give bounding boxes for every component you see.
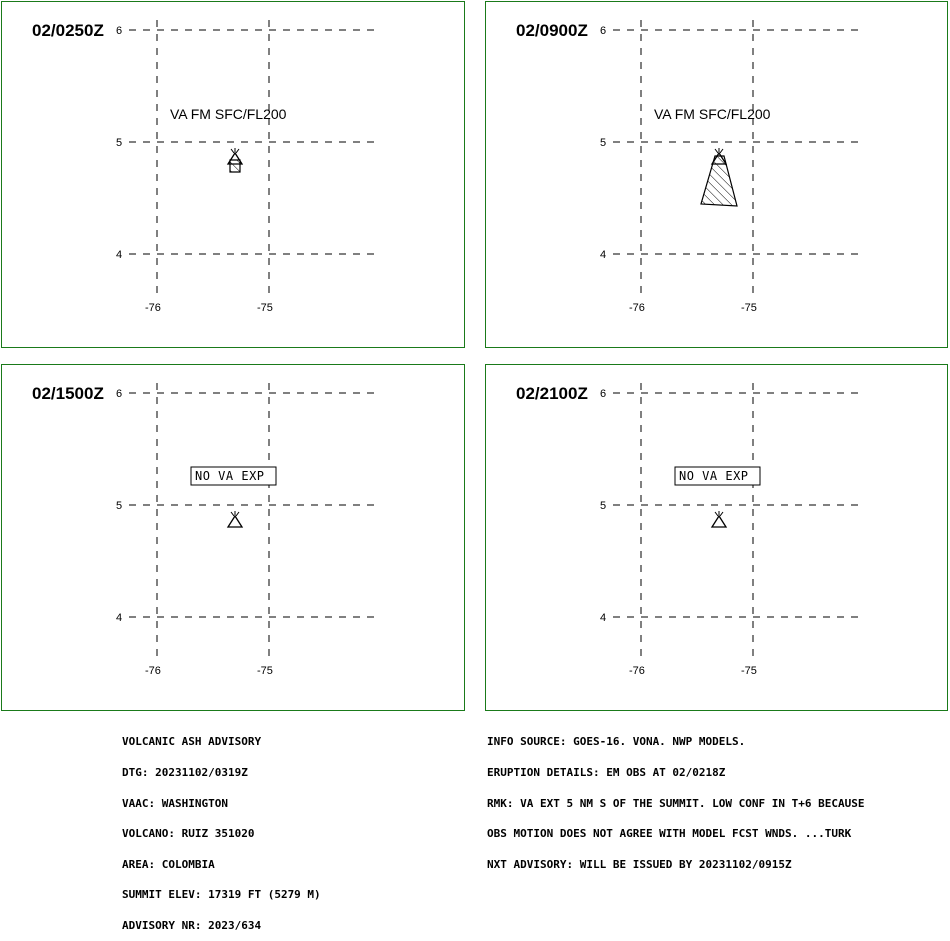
advisory-line: OBS MOTION DOES NOT AGREE WITH MODEL FCST WNDS. ...TURK [487, 827, 852, 841]
advisory-line: ADVISORY NR: 2023/634 [122, 918, 262, 932]
no-va-box-text: NO VA EXP [679, 469, 749, 483]
longitude-tick-label: -75 [741, 665, 757, 677]
map-canvas [486, 365, 947, 710]
advisory-line: RMK: VA EXT 5 NM S OF THE SUMMIT. LOW CONF IN T+6 BECAUSE [487, 796, 865, 810]
advisory-line: NXT ADVISORY: WILL BE ISSUED BY 20231102/0915Z [487, 857, 792, 871]
ash-cloud-area [230, 160, 240, 172]
advisory-line: AREA: COLOMBIA [122, 857, 215, 871]
latitude-tick-label: 5 [600, 500, 607, 512]
longitude-tick-label: -75 [741, 302, 757, 314]
map-canvas [486, 2, 947, 347]
map-panel-1500z [1, 364, 465, 711]
volcano-triangle-icon [228, 511, 242, 527]
map-panel-0900z [485, 1, 948, 348]
longitude-tick-label: -76 [145, 665, 161, 677]
latitude-tick-label: 5 [600, 137, 607, 149]
map-canvas [2, 2, 464, 347]
panel-time-title: 02/0900Z [516, 21, 588, 40]
map-panel-0250z [1, 1, 465, 348]
latitude-tick-label: 5 [116, 137, 123, 149]
latitude-tick-label: 4 [600, 249, 607, 261]
map-canvas [2, 365, 464, 710]
longitude-tick-label: -75 [257, 302, 273, 314]
no-va-box-text: NO VA EXP [195, 469, 265, 483]
longitude-tick-label: -76 [145, 302, 161, 314]
latitude-tick-label: 6 [116, 25, 123, 37]
panel-time-title: 02/2100Z [516, 384, 588, 403]
advisory-line: VOLCANO: RUIZ 351020 [122, 827, 255, 841]
latitude-tick-label: 4 [600, 612, 607, 624]
latitude-tick-label: 6 [600, 388, 607, 400]
panel-time-title: 02/0250Z [32, 21, 104, 40]
latitude-tick-label: 6 [116, 388, 123, 400]
advisory-header-block [122, 717, 321, 941]
va-extent-label: VA FM SFC/FL200 [654, 106, 771, 122]
map-panel-2100z [485, 364, 948, 711]
longitude-tick-label: -76 [629, 665, 645, 677]
advisory-line: ERUPTION DETAILS: EM OBS AT 02/0218Z [487, 766, 726, 779]
advisory-line: DTG: 20231102/0319Z [122, 766, 248, 779]
va-extent-label: VA FM SFC/FL200 [170, 106, 287, 122]
advisory-line: VAAC: WASHINGTON [122, 796, 228, 810]
latitude-tick-label: 4 [116, 612, 123, 624]
longitude-tick-label: -75 [257, 665, 273, 677]
panel-time-title: 02/1500Z [32, 384, 104, 403]
advisory-line: INFO SOURCE: GOES-16. VONA. NWP MODELS. [487, 735, 746, 749]
latitude-tick-label: 4 [116, 249, 123, 261]
latitude-tick-label: 6 [600, 25, 607, 37]
longitude-tick-label: -76 [629, 302, 645, 314]
advisory-line: VOLCANIC ASH ADVISORY [122, 735, 262, 749]
advisory-line: SUMMIT ELEV: 17319 FT (5279 M) [122, 888, 321, 902]
latitude-tick-label: 5 [116, 500, 123, 512]
volcano-triangle-icon [712, 511, 726, 527]
advisory-details-block [487, 717, 865, 880]
